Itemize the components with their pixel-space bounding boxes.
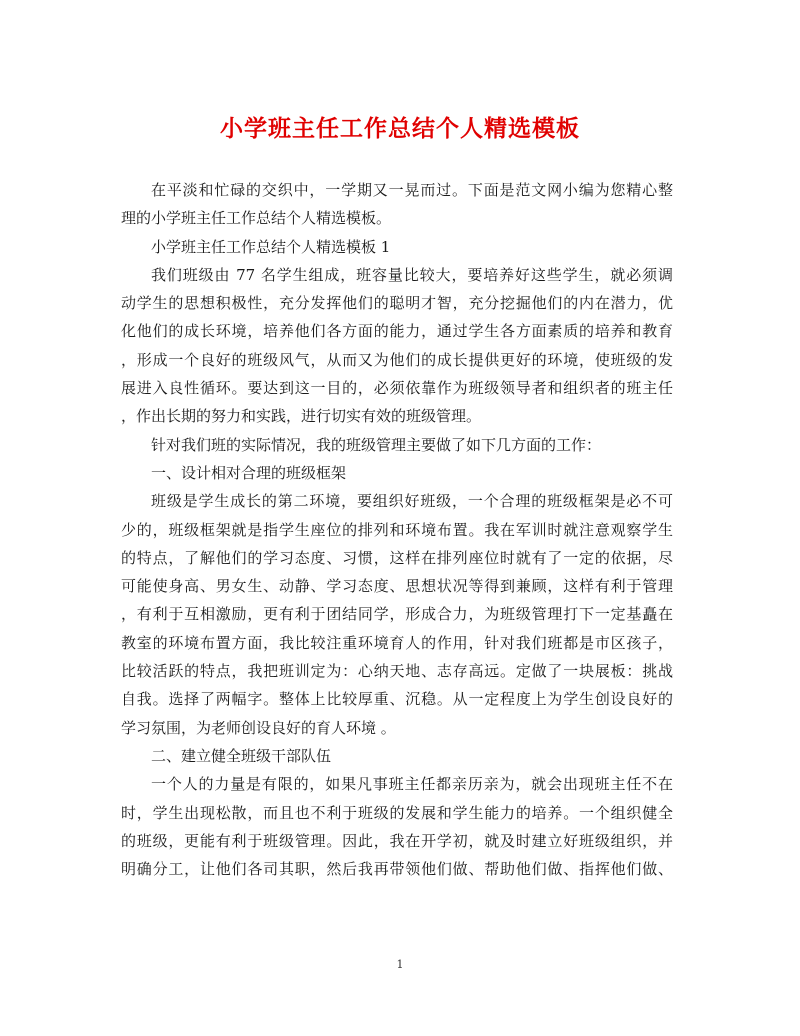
- paragraph-line: 班级是学生成长的第二环境，要组织好班级，一个合理的班级框架是必不可: [151, 492, 673, 511]
- paragraph-line: 可能使身高、男女生、动静、学习态度、思想状况等得到兼顾，这样有利于管理: [121, 577, 673, 596]
- paragraph-line: 教室的环境布置方面，我比较注重环境育人的作用，针对我们班都是市区孩子，: [121, 633, 673, 652]
- paragraph-line: 明确分工，让他们各司其职，然后我再带领他们做、帮助他们做、指挥他们做、: [121, 860, 673, 879]
- paragraph-line: 时，学生出现松散，而且也不利于班级的发展和学生能力的培养。一个组织健全: [121, 803, 673, 822]
- paragraph-line: 动学生的思想积极性，充分发挥他们的聪明才智，充分挖掘他们的内在潜力，优: [121, 294, 673, 313]
- paragraph-line: 学习氛围，为老师创设良好的育人环境 。: [121, 718, 396, 737]
- paragraph-line: 的特点，了解他们的学习态度、习惯，这样在排列座位时就有了一定的依据，尽: [121, 548, 673, 567]
- paragraph-line: 理的小学班主任工作总结个人精选模板。: [121, 209, 392, 228]
- paragraph-line: 在平淡和忙碌的交织中，一学期又一晃而过。下面是范文网小编为您精心整: [151, 181, 673, 199]
- paragraph-line: 少的，班级框架就是指学生座位的排列和环境布置。我在军训时就注意观察学生: [121, 520, 673, 539]
- paragraph-line: 针对我们班的实际情况，我的班级管理主要做了如下几方面的工作：: [151, 435, 602, 454]
- paragraph-line: ，作出长期的努力和实践，进行切实有效的班级管理。: [121, 407, 482, 426]
- section-heading: 小学班主任工作总结个人精选模板 1: [151, 237, 391, 256]
- section-heading: 二、建立健全班级干部队伍: [151, 746, 332, 765]
- paragraph-line: 展进入良性循环。要达到这一目的，必须依靠作为班级领导者和组织者的班主任: [121, 379, 673, 398]
- paragraph-line: 化他们的成长环境，培养他们各方面的能力，通过学生各方面素质的培养和教育: [121, 322, 673, 341]
- paragraph-line: ，形成一个良好的班级风气，从而又为他们的成长提供更好的环境，使班级的发: [121, 350, 673, 369]
- section-heading: 一、设计相对合理的班级框架: [151, 463, 347, 482]
- paragraph-line: 自我。选择了两幅字。整体上比较厚重、沉稳。从一定程度上为学生创设良好的: [121, 690, 673, 709]
- document-body: [121, 176, 673, 883]
- page-number: 1: [396, 958, 404, 971]
- document-title: 小学班主任工作总结个人精选模板: [220, 115, 580, 142]
- paragraph-line: 的班级，更能有利于班级管理。因此，我在开学初，就及时建立好班级组织，并: [121, 831, 673, 850]
- paragraph-line: 比较活跃的特点，我把班训定为：心纳天地、志存高远。定做了一块展板：挑战: [121, 662, 673, 681]
- paragraph-line: 我们班级由 77 名学生组成，班容量比较大，要培养好这些学生，就必须调: [151, 265, 673, 284]
- paragraph-line: 一个人的力量是有限的，如果凡事班主任都亲历亲为，就会出现班主任不在: [151, 775, 673, 794]
- paragraph-line: ，有利于互相激励，更有利于团结同学，形成合力，为班级管理打下一定基矗在: [121, 605, 673, 624]
